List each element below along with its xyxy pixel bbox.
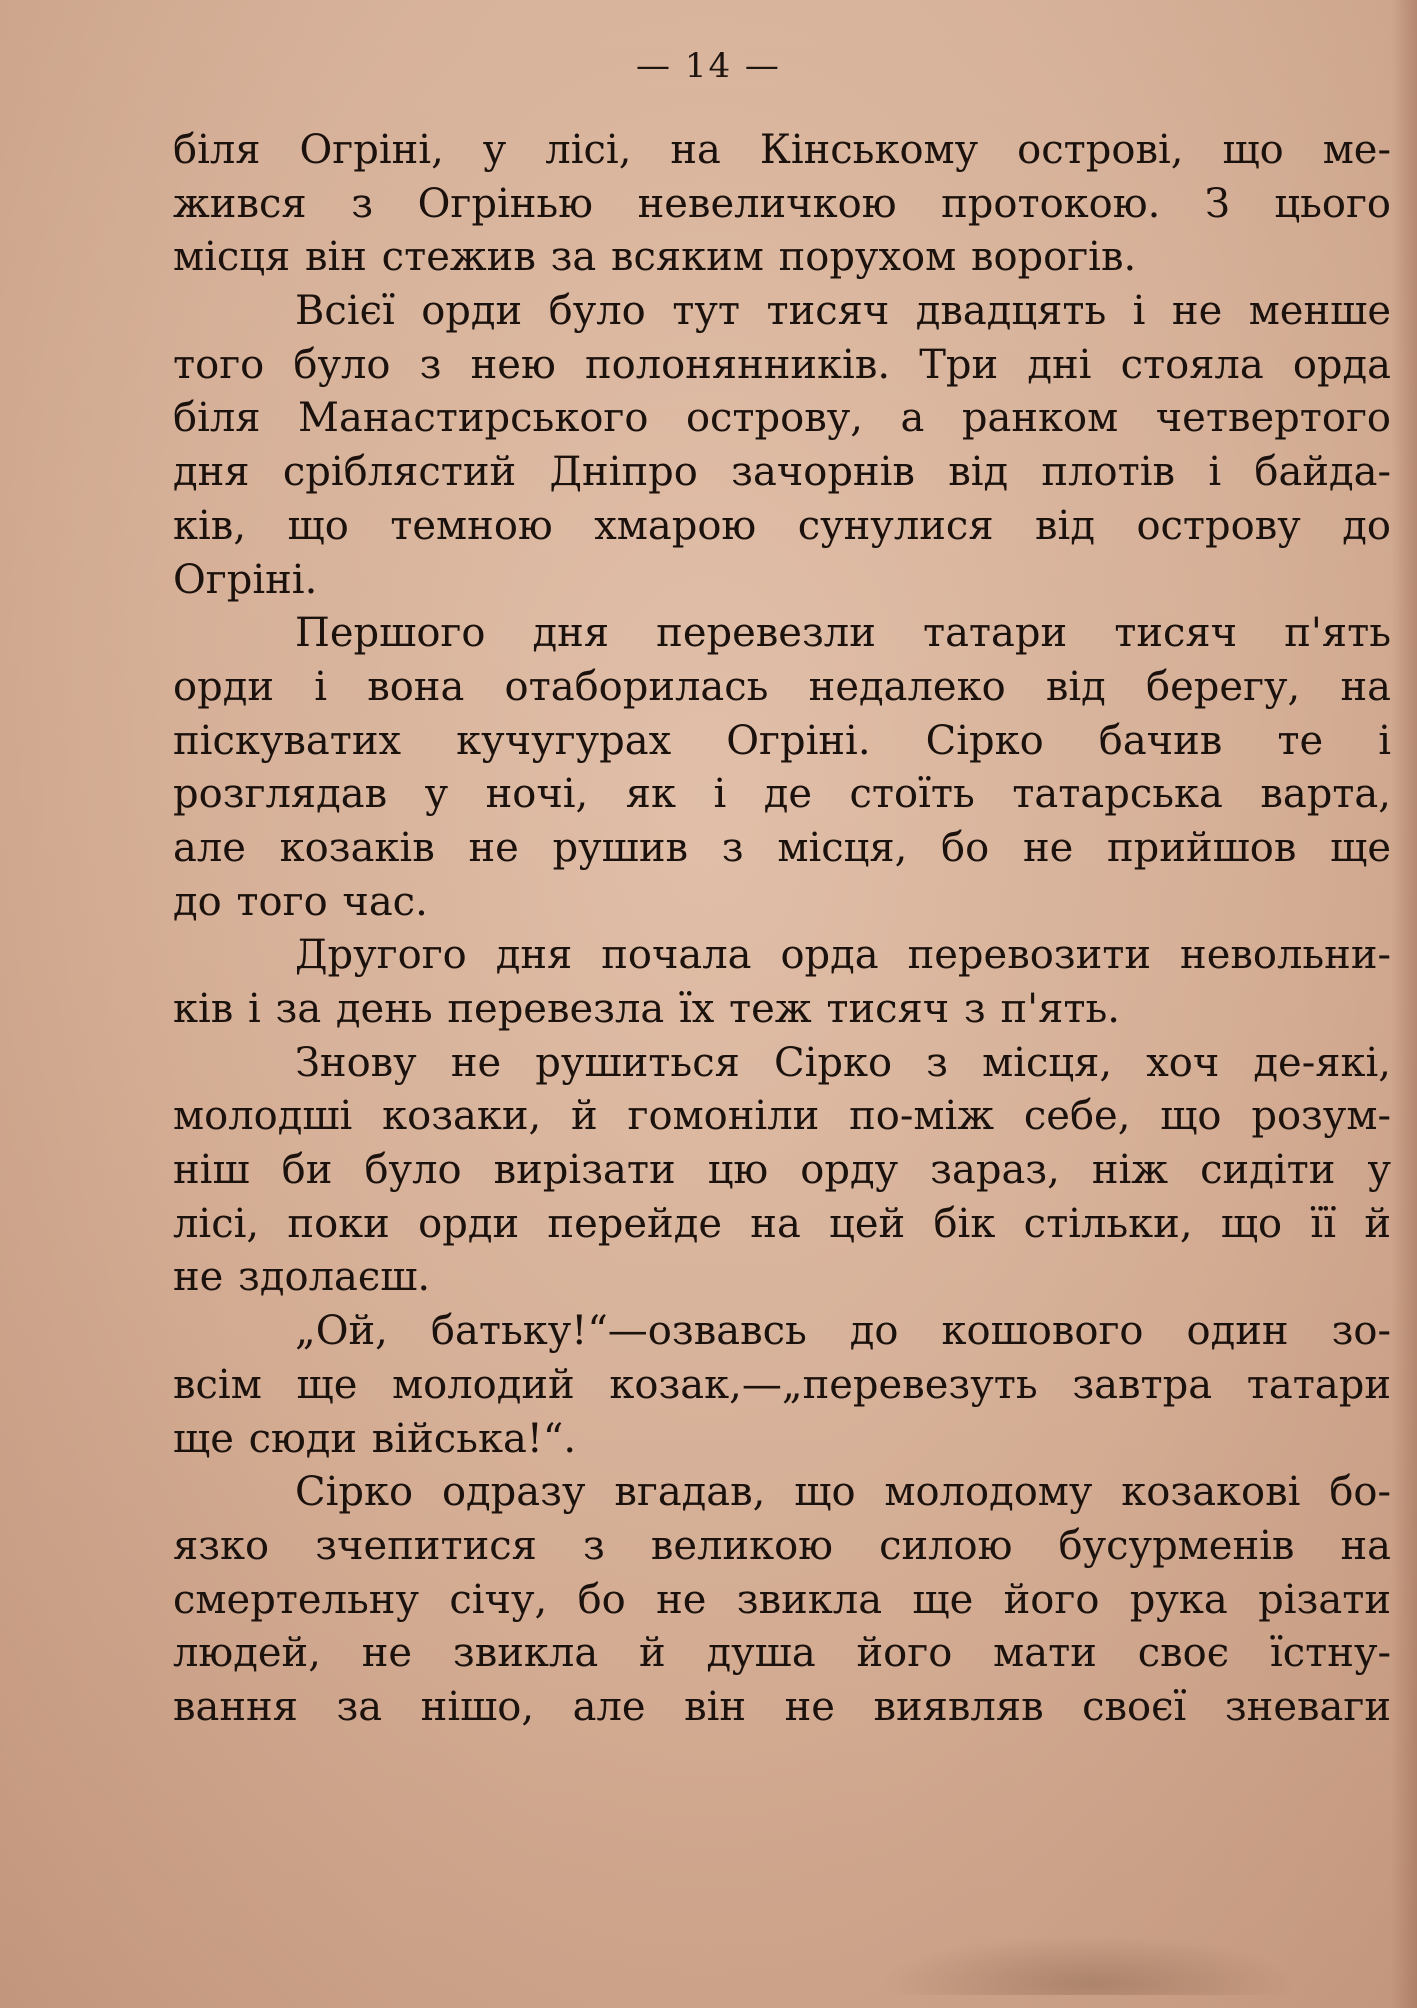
page-number: — 14 — <box>636 46 781 86</box>
text-line: дня сріблястий Дніпро зачорнів від плотів і байда- <box>173 449 1391 496</box>
text-line: смертельну січу, бо не звикла ще його рука різати <box>173 1576 1391 1623</box>
body-text <box>173 124 1391 1735</box>
paragraph <box>173 1037 1391 1305</box>
text-line: Всієї орди було тут тисяч двадцять і не менше <box>295 288 1391 335</box>
paragraph <box>173 1305 1391 1466</box>
text-line: ще сюди війська!“. <box>173 1415 577 1462</box>
text-line: ків, що темною хмарою сунулися від острову до <box>173 502 1391 549</box>
paragraph <box>173 1466 1391 1734</box>
paragraph <box>173 124 1391 285</box>
text-line: Знову не рушиться Сірко з місця, хоч де-які, <box>295 1039 1391 1086</box>
text-line: язко зчепитися з великою силою бусурменів на <box>173 1522 1391 1569</box>
text-line: розглядав у ночі, як і де стоїть татарська варта, <box>173 771 1391 818</box>
text-line: орди і вона отаборилась недалеко від берегу, на <box>173 663 1391 710</box>
page-edge-shadow <box>1391 0 1417 2008</box>
text-line: але козаків не рушив з місця, бо не прийшов ще <box>173 824 1391 871</box>
text-line: ків і за день перевезла їх теж тисяч з п'ять. <box>173 986 1120 1032</box>
text-line: „Ой, батьку!“—озвавсь до кошового один зо- <box>295 1308 1391 1355</box>
text-line: місця він стежив за всяким порухом ворогів. <box>173 234 1137 281</box>
text-line: Першого дня перевезли татари тисяч п'ять <box>295 610 1391 657</box>
text-line: лісі, поки орди перейде на цей бік стільки, що її й <box>173 1200 1391 1247</box>
text-line: біля Манастирського острову, а ранком четвертого <box>173 395 1391 442</box>
text-line: молодші козаки, й гомоніли по-між себе, що розум- <box>173 1093 1391 1140</box>
text-line: людей, не звикла й душа його мати своє їстну- <box>173 1630 1391 1677</box>
paragraph <box>173 285 1391 607</box>
paper-stain <box>880 1935 1300 1995</box>
text-line: Сірко одразу вгадав, що молодому козакові бо- <box>295 1469 1391 1516</box>
text-line: всім ще молодий козак,—„перевезуть завтра татари <box>173 1361 1391 1408</box>
text-line: до того час. <box>173 878 428 925</box>
text-line: не здолаєш. <box>173 1254 431 1301</box>
text-line: піскуватих кучугурах Огріні. Сірко бачив те і <box>173 717 1391 764</box>
paragraph <box>173 607 1391 929</box>
text-line: Другого дня почала орда перевозити невольни- <box>295 932 1391 979</box>
text-line: ніш би було вирізати цю орду зараз, ніж сидіти у <box>173 1147 1391 1194</box>
text-line: жився з Огрінью невеличкою протокою. З цього <box>173 180 1391 227</box>
text-line: біля Огріні, у лісі, на Кінському острові, що ме- <box>173 127 1391 173</box>
text-line: вання за нішо, але він не виявляв своєї зневаги <box>173 1683 1391 1730</box>
text-line: Огріні. <box>173 556 318 603</box>
paragraph <box>173 929 1391 1036</box>
text-line: того було з нею полонянників. Три дні стояла орда <box>173 341 1391 388</box>
